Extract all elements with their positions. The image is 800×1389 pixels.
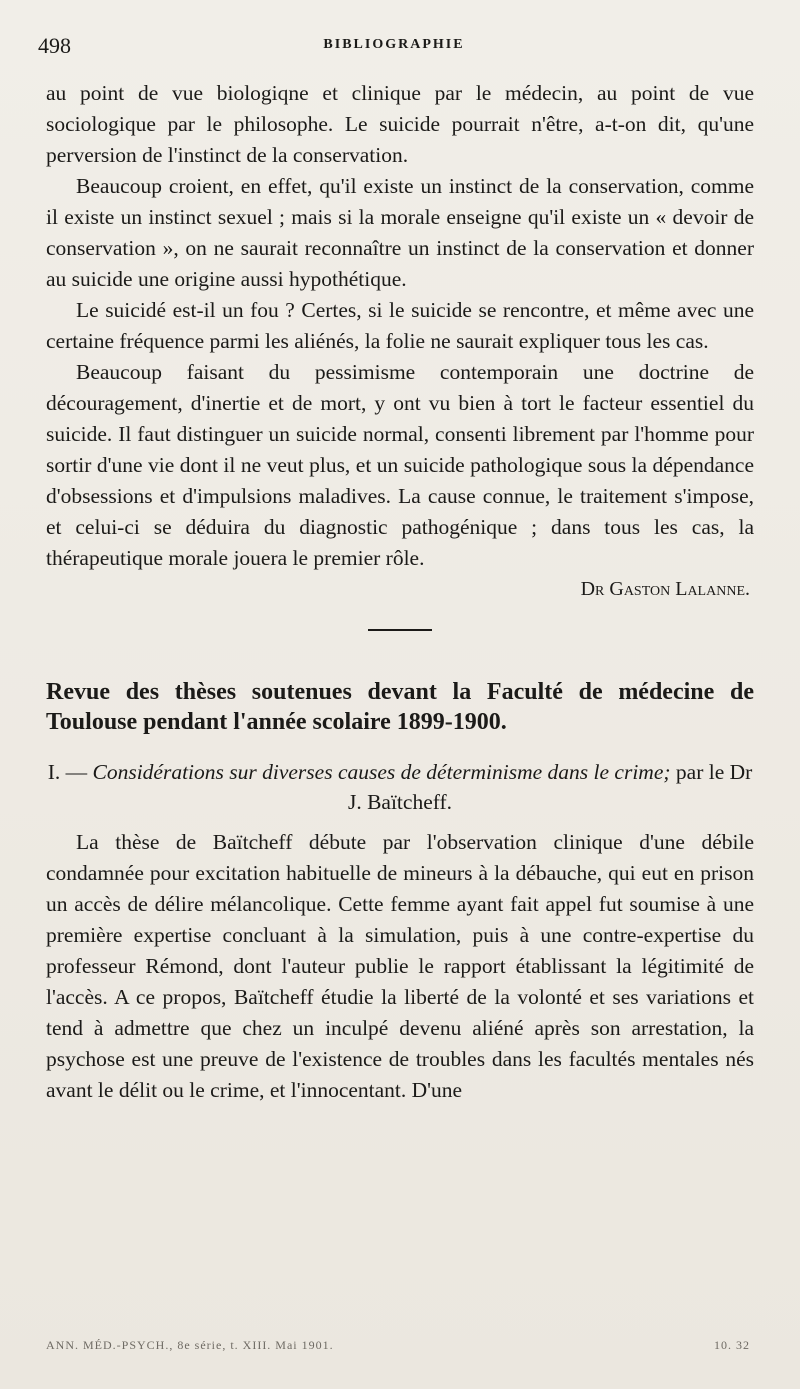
subsection-title: Considérations sur diverses causes de déterminisme dans le crime; — [92, 760, 671, 784]
final-paragraph: La thèse de Baïtcheff débute par l'observation clinique d'une débile condamnée pour excitation habituelle de mineurs à la débauche, qui eut en prison un accès de délire mélancolique. Cette femme ayant fait appel fut soumise à une première expertise concluant à la simulation, puis à une contre-expertise du professeur Rémond, dont l'auteur publie le rapport établissant la légitimité de l'accès. A ce propos, Baïtcheff étudie la liberté de la volonté et ses variations et tend à admettre que chez un inculpé devenu aliéné après son arrestation, la psychose est une preuve de l'existence de troubles dans les facultés mentales nés avant le délit ou le crime, et l'innocentant. D'une — [46, 830, 754, 1102]
paragraph-2: Beaucoup croient, en effet, qu'il existe un instinct de la conservation, comme il existe un instinct sexuel ; mais si la morale enseigne qu'il existe un « devoir de conservation », on ne saurait reconnaître un instinct de la conservation et donner au suicide une origine aussi hypothétique. — [46, 174, 754, 291]
paragraph-1: au point de vue biologiqne et clinique par le médecin, au point de vue sociologique par le philosophe. Le suicide pourrait n'être, a-t-on dit, qu'une perversion de l'instinct de la conservation. — [46, 81, 754, 167]
page-header — [38, 33, 750, 63]
spacer — [46, 817, 754, 827]
section-title: Revue des thèses soutenues devant la Faculté de médecine de Toulouse pendant l'année scolaire 1899-1900. — [46, 679, 754, 735]
signature-title: Dr — [580, 578, 605, 600]
body-text — [46, 78, 754, 1106]
subsection-author: par le Dr J. Baïtcheff. — [347, 760, 753, 814]
signature-name: Gaston Lalanne. — [609, 578, 750, 600]
paragraph-4: Beaucoup faisant du pessimisme contemporain une doctrine de découragement, d'inertie et de mort, y ont vu bien à tort le facteur essentiel du suicide. Il faut distinguer un suicide normal, consenti librement par l'homme pour sortir d'une vie dont il ne veut plus, et un suicide pathologique sous la dépendance d'obsessions et d'impulsions maladives. La cause connue, le traitement s'impose, et celui-ci se déduira du diagnostic pathogénique ; dans tous les cas, la thérapeutique morale jouera le premier rôle. — [46, 360, 754, 570]
footer-left: ANN. MÉD.-PSYCH., 8e série, t. XIII. Mai 1901. — [46, 1338, 334, 1352]
footer-right: 10. 32 — [714, 1338, 750, 1352]
page-footer — [46, 1338, 750, 1353]
section-divider — [368, 629, 432, 631]
subsection-number: I. — — [47, 760, 88, 784]
signature — [46, 574, 750, 605]
page-number: 498 — [38, 33, 71, 58]
subsection-heading — [46, 757, 754, 817]
running-head: BIBLIOGRAPHIE — [323, 37, 465, 52]
paragraph-3: Le suicidé est-il un fou ? Certes, si le suicide se rencontre, et même avec une certaine fréquence parmi les aliénés, la folie ne saurait expliquer tous les cas. — [46, 298, 754, 353]
